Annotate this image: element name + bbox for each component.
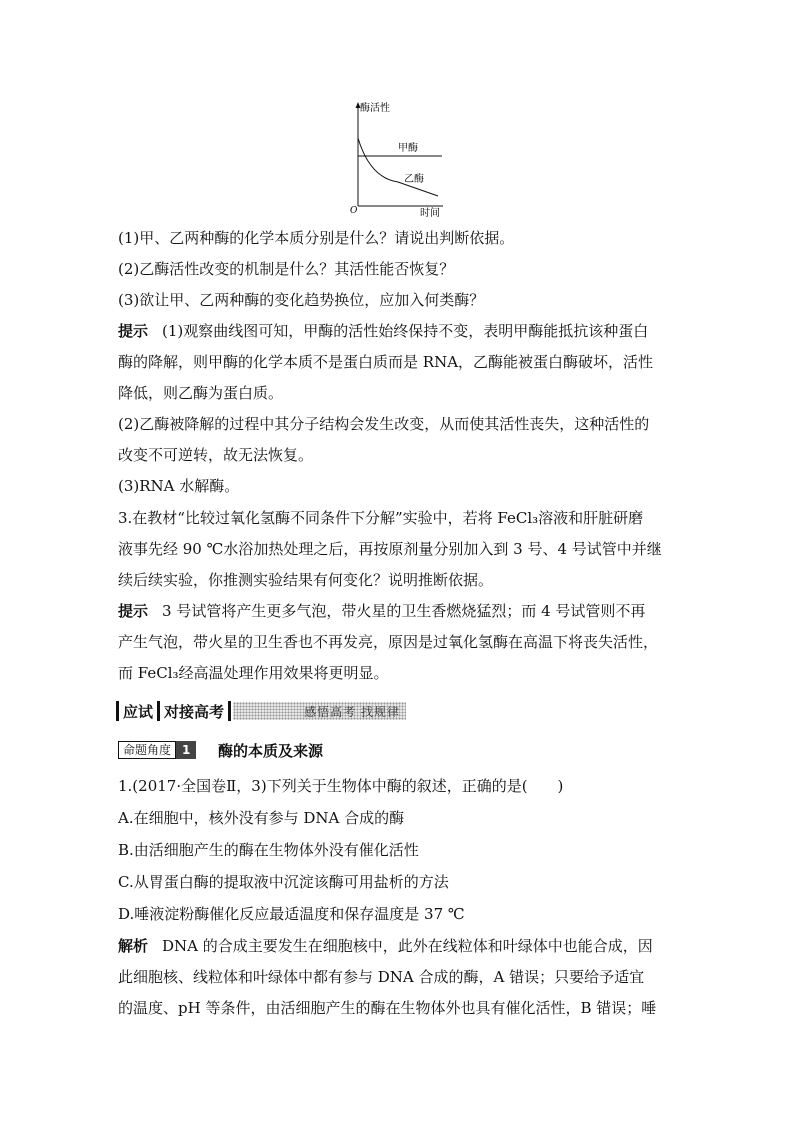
series-label-yi: 乙酶	[404, 174, 424, 185]
hint2-line-3: 而 FeCl₃经高温处理作用效果将更明显。	[118, 664, 389, 682]
proposition-angle-tag	[118, 741, 196, 759]
hint1-line-6: (3)RNA 水解酶。	[118, 477, 240, 495]
hint1-line-2: 酶的降解，则甲酶的化学本质不是蛋白质而是 RNA，乙酶能被蛋白酶破坏，活性	[118, 353, 654, 371]
question-3: (3)欲让甲、乙两种酶的变化趋势换位，应加入何类酶？	[118, 291, 485, 309]
hint1-line-4: (2)乙酶被降解的过程中其分子结构会发生改变，从而使其活性丧失，这种活性的	[118, 415, 650, 433]
mcq-option-d: D.唾液淀粉酶催化反应最适温度和保存温度是 37 ℃	[118, 905, 465, 923]
hint1-text-1: (1)观察曲线图可知，甲酶的活性始终保持不变，表明甲酶能抵抗该种蛋白	[162, 322, 649, 340]
enzyme-activity-chart	[338, 96, 448, 218]
mcq-stem: 1.(2017·全国卷Ⅱ，3)下列关于生物体中酶的叙述，正确的是( )	[118, 777, 564, 795]
origin-label: O	[350, 206, 358, 216]
hint1-label: 提示	[118, 322, 149, 340]
analysis-line-3: 的温度、pH 等条件，由活细胞产生的酶在生物体外也具有催化活性，B 错误；唾	[118, 999, 657, 1017]
chart-svg	[338, 96, 448, 218]
banner-subtitle: 感悟高考 找规律	[304, 704, 400, 719]
hint2-line-1	[118, 601, 678, 621]
analysis-label: 解析	[118, 937, 149, 955]
analysis-text-1: DNA 的合成主要发生在细胞核中，此外在线粒体和叶绿体中也能合成，因	[162, 937, 653, 955]
tag-label: 命题角度	[118, 741, 176, 759]
analysis-line-1	[118, 936, 678, 956]
mcq-option-c: C.从胃蛋白酶的提取液中沉淀该酶可用盐析的方法	[118, 873, 449, 891]
tag-title: 酶的本质及来源	[218, 742, 324, 760]
hint2-label: 提示	[118, 602, 149, 620]
x-axis-label: 时间	[420, 208, 440, 218]
banner-divider	[228, 701, 231, 721]
mcq-option-a: A.在细胞中，核外没有参与 DNA 合成的酶	[118, 809, 405, 827]
q3-line-1: 3.在教材“比较过氧化氢酶不同条件下分解”实验中，若将 FeCl₃溶液和肝脏研磨	[118, 509, 644, 527]
banner-label-1: 应试	[123, 702, 154, 721]
hint1-line-3: 降低，则乙酶为蛋白质。	[118, 384, 284, 402]
hint1-line-1	[118, 321, 678, 341]
banner-dotted-strip	[233, 702, 406, 720]
series-label-jia: 甲酶	[398, 143, 418, 154]
y-axis-label: 酶活性	[360, 103, 390, 114]
q3-line-2: 液事先经 90 ℃水浴加热处理之后，再按原剂量分别加入到 3 号、4 号试管中并继	[118, 540, 662, 558]
question-2: (2)乙酶活性改变的机制是什么？其活性能否恢复？	[118, 260, 455, 278]
hint2-line-2: 产生气泡，带火星的卫生香也不再发亮，原因是过氧化氢酶在高温下将丧失活性，	[118, 633, 659, 651]
analysis-line-2: 此细胞核、线粒体和叶绿体中都有参与 DNA 合成的酶，A 错误；只要给予适宜	[118, 968, 645, 986]
mcq-option-b: B.由活细胞产生的酶在生物体外没有催化活性	[118, 841, 419, 859]
hint2-text-1: 3 号试管将产生更多气泡，带火星的卫生香燃烧猛烈；而 4 号试管则不再	[162, 602, 646, 620]
question-1: (1)甲、乙两种酶的化学本质分别是什么？请说出判断依据。	[118, 229, 515, 247]
hint1-line-5: 改变不可逆转，故无法恢复。	[118, 446, 314, 464]
q3-line-3: 续后续实验，你推测实验结果有何变化？说明推断依据。	[118, 571, 494, 589]
tag-number: 1	[176, 741, 196, 759]
section-banner	[116, 700, 406, 722]
banner-label-2: 对接高考	[164, 702, 225, 721]
